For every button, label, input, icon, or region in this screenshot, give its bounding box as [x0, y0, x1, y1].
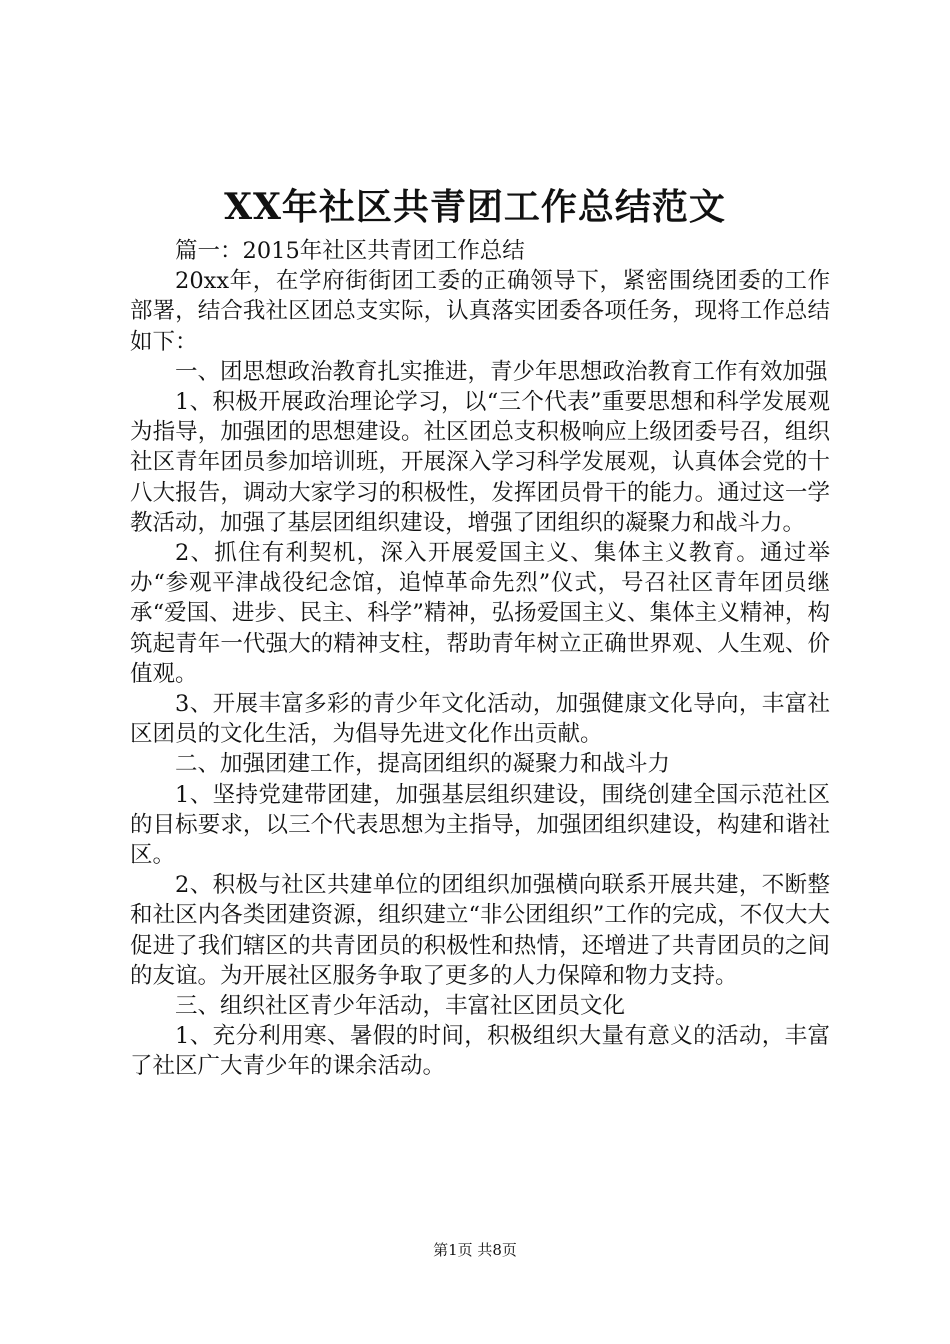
document-title: XX年社区共青团工作总结范文	[224, 186, 726, 228]
paragraph-3-1: 1、充分利用寒、暑假的时间，积极组织大量有意义的活动，丰富了社区广大青少年的课余活动。	[130, 1023, 830, 1080]
paragraph-intro: 20xx年，在学府街街团工委的正确领导下，紧密围绕团委的工作部署，结合我社区团总支实际，认真落实团委各项任务，现将工作总结如下：	[130, 268, 830, 355]
paragraph-2-2: 2、积极与社区共建单位的团组织加强横向联系开展共建，不断整和社区内各类团建资源，组织建立“非公团组织”工作的完成，不仅大大促进了我们辖区的共青团员的积极性和热情，还增进了共青团员的之间的友谊。为开展社区服务争取了更多的人力保障和物力支持。	[130, 872, 830, 989]
paragraph-heading-1: 一、团思想政治教育扎实推进，青少年思想政治教育工作有效加强	[175, 358, 828, 385]
paragraph-1-1: 1、积极开展政治理论学习，以“三个代表”重要思想和科学发展观为指导，加强团的思想建设。社区团总支积极响应上级团委号召，组织社区青年团员参加培训班，开展深入学习科学发展观，认真体会党的十八大报告，调动大家学习的积极性，发挥团员骨干的能力。通过这一学教活动，加强了基层团组织建设，增强了团组织的凝聚力和战斗力。	[130, 389, 830, 536]
page-footer: 第1页 共8页	[433, 1241, 517, 1259]
paragraph-1-2: 2、抓住有利契机，深入开展爱国主义、集体主义教育。通过举办“参观平津战役纪念馆，追悼革命先烈”仪式，号召社区青年团员继承“爱国、进步、民主、科学”精神，弘扬爱国主义、集体主义精神，构筑起青年一代强大的精神支柱，帮助青年树立正确世界观、人生观、价值观。	[130, 540, 830, 687]
paragraph-2-1: 1、坚持党建带团建，加强基层组织建设，围绕创建全国示范社区的目标要求，以三个代表思想为主指导，加强团组织建设，构建和谐社区。	[130, 781, 830, 869]
paragraph-1-3: 3、开展丰富多彩的青少年文化活动，加强健康文化导向，丰富社区团员的文化生活，为倡导先进文化作出贡献。	[130, 691, 830, 748]
paragraph-heading-3: 三、组织社区青少年活动，丰富社区团员文化	[175, 993, 626, 1020]
paragraph-heading-2: 二、加强团建工作，提高团组织的凝聚力和战斗力	[175, 751, 671, 778]
paragraph-section-heading-1: 篇一：2015年社区共青团工作总结	[175, 238, 525, 264]
document-body	[130, 236, 830, 1082]
